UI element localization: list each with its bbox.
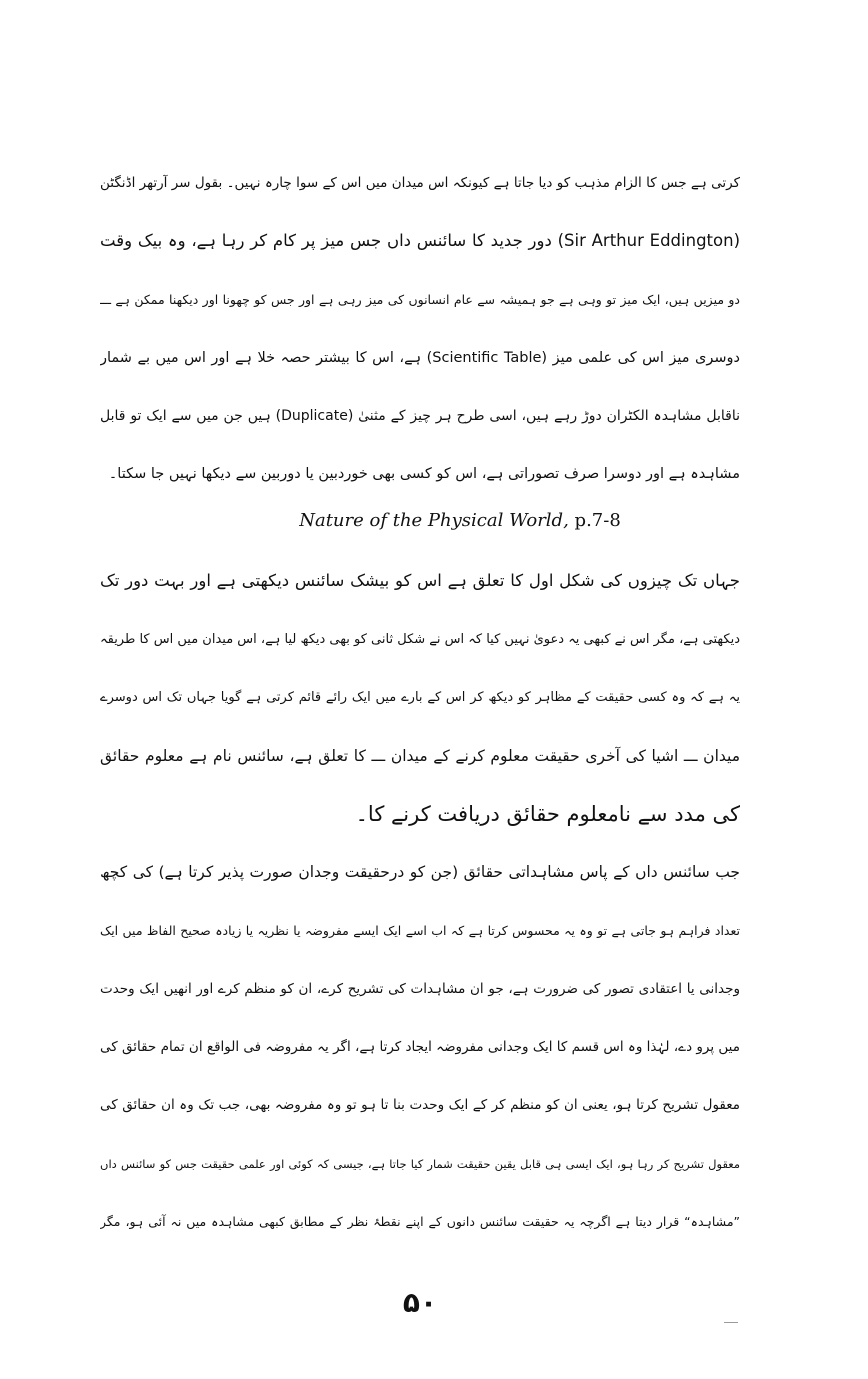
quote-line: مشاہدہ ہے اور دوسرا صرف تصوراتی ہے، اس کو کسی بھی خوردبین یا دوربین سے دیکھا نہیں جا سکتا۔ (108, 466, 740, 482)
source-pages: p.7-8 (574, 510, 621, 531)
paragraph-line: میں پرو دے، لہٰذا وہ اس قسم کا ایک وجدانی مفروضہ ایجاد کرتا ہے، اگر یہ مفروضہ فی الواقع ان تمام حقائق کی (100, 1039, 740, 1055)
paragraph-line: یہ ہے کہ وہ کسی حقیقت کے مظاہر کو دیکھ کر اس کے بارے میں ایک رائے قائم کرتی ہے گویا جہاں تک اس دوسرے (100, 690, 740, 705)
quote-line: دو میزیں ہیں، ایک میز تو وہی ہے جو ہمیشہ سے عام انسانوں کی میز رہی ہے اور جس کو چھونا اور دیکھنا ممکن ہے ـــ (100, 292, 740, 307)
page-number: ۵۰ (402, 1286, 438, 1319)
source-work-title: Nature of the Physical World, (299, 510, 569, 531)
quote-line: کرتی ہے جس کا الزام مذہب کو دیا جاتا ہے کیونکہ اس میدان میں اس کے سوا چارہ نہیں۔ بقول سر آرتھر اڈنگٹن (100, 175, 740, 191)
source-citation (200, 508, 720, 536)
quote-line: (Sir Arthur Eddington) دور جدید کا سائنس داں جس میز پر کام کر رہا ہے، وہ بیک وقت (100, 231, 740, 250)
paragraph-line: جہاں تک چیزوں کی شکل اول کا تعلق ہے اس کو بیشک سائنس دیکھتی ہے اور بہت دور تک (100, 571, 740, 590)
quote-line: ناقابل مشاہدہ الکٹران دوڑ رہے ہیں، اسی طرح ہر چیز کے مثنیٰ (Duplicate) ہیں جن میں سے ایک تو قابل (100, 408, 740, 424)
quote-line: دوسری میز اس کی علمی میز (Scientific Table) ہے، اس کا بیشتر حصہ خلا ہے اور اس میں بے شمار (100, 350, 740, 366)
paragraph-line: میدان ـــ اشیا کی آخری حقیقت معلوم کرنے کے میدان ـــ کا تعلق ہے، سائنس نام ہے معلوم حقائق (100, 747, 740, 765)
scan-mark (724, 1322, 738, 1323)
paragraph-line: وجدانی یا اعتقادی تصور کی ضرورت ہے، جو ان مشاہدات کی تشریح کرے، ان کو منظم کرے اور انھیں ایک وحدت (100, 981, 740, 997)
paragraph-line: معقول تشریح کر رہا ہو، ایک ایسی ہی قابل یقین حقیقت شمار کیا جاتا ہے، جیسی کہ کوئی اور علمی حقیقت جس کو سائنس داں (100, 1157, 740, 1171)
paragraph-line: کی مدد سے نامعلوم حقائق دریافت کرنے کا۔ (355, 802, 740, 826)
paragraph-line: تعداد فراہم ہو جاتی ہے تو وہ یہ محسوس کرتا ہے کہ اب اسے ایک ایسے مفروضہ یا نظریہ یا زیادہ صحیح الفاظ میں ایک (100, 923, 740, 938)
paragraph-line: معقول تشریح کرتا ہو، یعنی ان کو منظم کر کے ایک وحدت بنا تا ہو تو وہ مفروضہ بھی، جب تک وہ ان حقائق کی (100, 1097, 740, 1113)
paragraph-line: دیکھتی ہے، مگر اس نے کبھی یہ دعویٰ نہیں کیا کہ اس نے شکل ثانی کو بھی دیکھ لیا ہے، اس میدان میں اس کا طریقہ (100, 632, 740, 647)
paragraph-line: ”مشاہدہ“ قرار دیتا ہے اگرچہ یہ حقیقت سائنس دانوں کے اپنے نقطۂ نظر کے مطابق کبھی مشاہدہ میں نہ آئی ہو، مگر (100, 1214, 740, 1229)
paragraph-line: جب سائنس داں کے پاس مشاہداتی حقائق (جن کو درحقیقت وجدان صورت پذیر کرتا ہے) کی کچھ (100, 863, 740, 881)
